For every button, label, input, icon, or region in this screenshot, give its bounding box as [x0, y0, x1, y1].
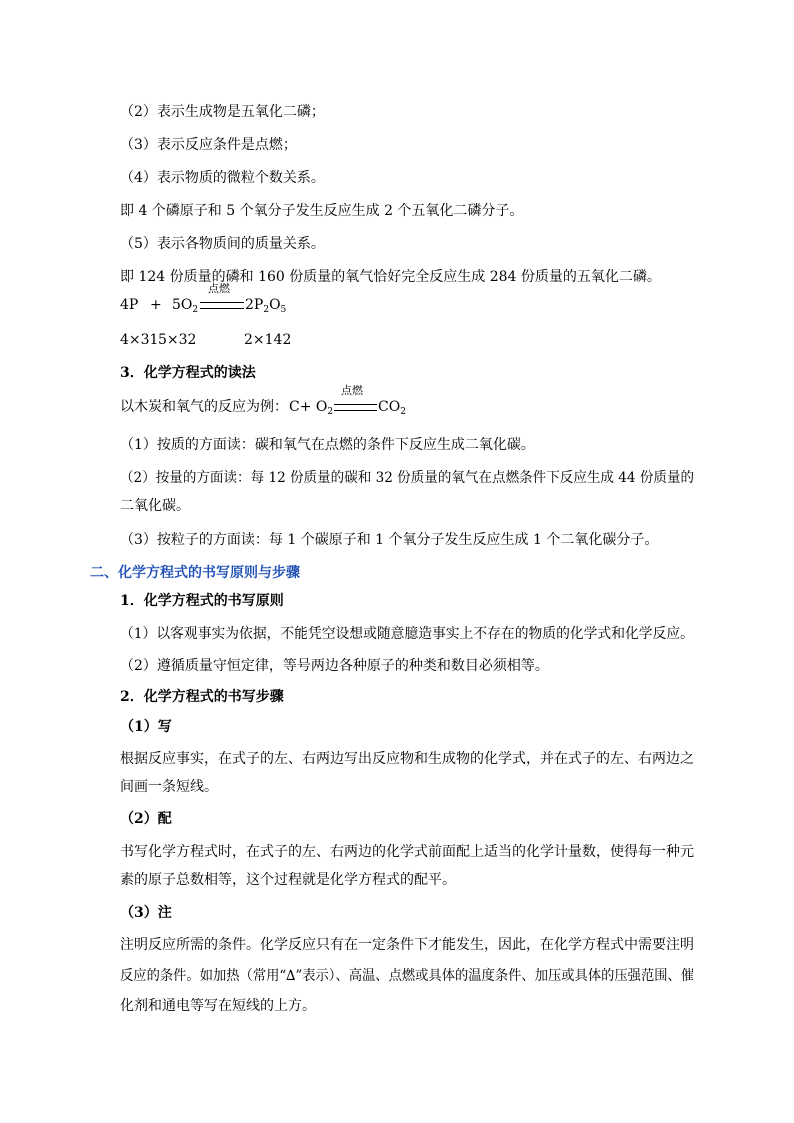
step-1-text-cont: 间画一条短线。 [120, 779, 218, 795]
condition-ignite: 点燃 [208, 282, 230, 295]
mass-explanation: 即 124 份质量的磷和 160 份质量的氧气恰好完全反应生成 284 份质量的五氧化二磷。 [120, 269, 661, 285]
step-2-balance: （2）配 [120, 811, 172, 827]
reactants-c-o2: $C+ O_2$ [289, 399, 334, 417]
product-p2o5: $2P_2O_5$ [245, 297, 287, 315]
mass-p2o5: 2×142 [244, 332, 292, 348]
step-3-text-end: 化剂和通电等写在短线的上方。 [120, 998, 316, 1014]
steps-heading: 2．化学方程式的书写步骤 [120, 689, 284, 705]
phosphorus-equation [120, 282, 300, 316]
read-by-particle: （3）按粒子的方面读：每 1 个碳原子和 1 个氧分子发生反应生成 1 个二氧化碳分子。 [120, 532, 659, 548]
section-3-heading: 3．化学方程式的读法 [120, 365, 256, 381]
item-3-condition: （3）表示反应条件是点燃； [120, 137, 297, 153]
item-5-mass: （5）表示各物质间的质量关系。 [120, 236, 325, 252]
item-4-particles: （4）表示物质的微粒个数关系。 [120, 170, 325, 186]
principle-1: （1）以客观事实为依据，不能凭空设想或随意臆造事实上不存在的物质的化学式和化学反应。 [120, 626, 694, 642]
product-co2: $CO_2$ [378, 399, 406, 417]
step-3-text: 注明反应所需的条件。化学反应只有在一定条件下才能发生，因此，在化学方程式中需要注明 [120, 937, 694, 953]
reactant-p: 4P [120, 297, 139, 313]
step-2-text: 书写化学方程式时，在式子的左、右两边的化学式前面配上适当的化学计量数，使得每一种元 [120, 844, 694, 860]
carbon-equation [289, 384, 419, 418]
equals-arrow [200, 302, 244, 309]
part-2-heading: 二、化学方程式的书写原则与步骤 [90, 565, 300, 581]
mass-o2: 5×32 [158, 332, 197, 348]
read-by-quantity: （2）按量的方面读：每 12 份质量的碳和 32 份质量的氧气在点燃条件下反应生成 44 份质量的 [120, 470, 695, 486]
principle-2: （2）遵循质量守恒定律，等号两边各种原子的种类和数目必须相等。 [120, 658, 549, 674]
step-1-write: （1）写 [120, 719, 172, 735]
step-1-text: 根据反应事实，在式子的左、右两边写出反应物和生成物的化学式，并在式子的左、右两边之 [120, 751, 694, 767]
step-2-text-cont: 素的原子总数相等，这个过程就是化学方程式的配平。 [120, 872, 456, 888]
carbon-example-intro: 以木炭和氧气的反应为例： [120, 399, 288, 415]
plus-sign: + [150, 297, 162, 313]
principles-heading: 1．化学方程式的书写原则 [120, 593, 284, 609]
equals-arrow [334, 404, 377, 411]
step-3-text-cont: 反应的条件。如加热（常用“∆”表示）、高温、点燃或具体的温度条件、加压或具体的压强范围、催 [120, 968, 695, 984]
read-by-quantity-cont: 二氧化碳。 [120, 498, 190, 514]
particle-explanation: 即 4 个磷原子和 5 个氧分子发生反应生成 2 个五氧化二磷分子。 [120, 203, 524, 219]
item-2-product: （2）表示生成物是五氧化二磷； [120, 104, 325, 120]
read-by-substance: （1）按质的方面读：碳和氧气在点燃的条件下反应生成二氧化碳。 [120, 437, 535, 453]
reactant-o2: $5O_2$ [172, 297, 199, 315]
step-3-annotate: （3）注 [120, 905, 172, 921]
condition-ignite: 点燃 [341, 384, 363, 397]
mass-p: 4×31 [120, 332, 159, 348]
